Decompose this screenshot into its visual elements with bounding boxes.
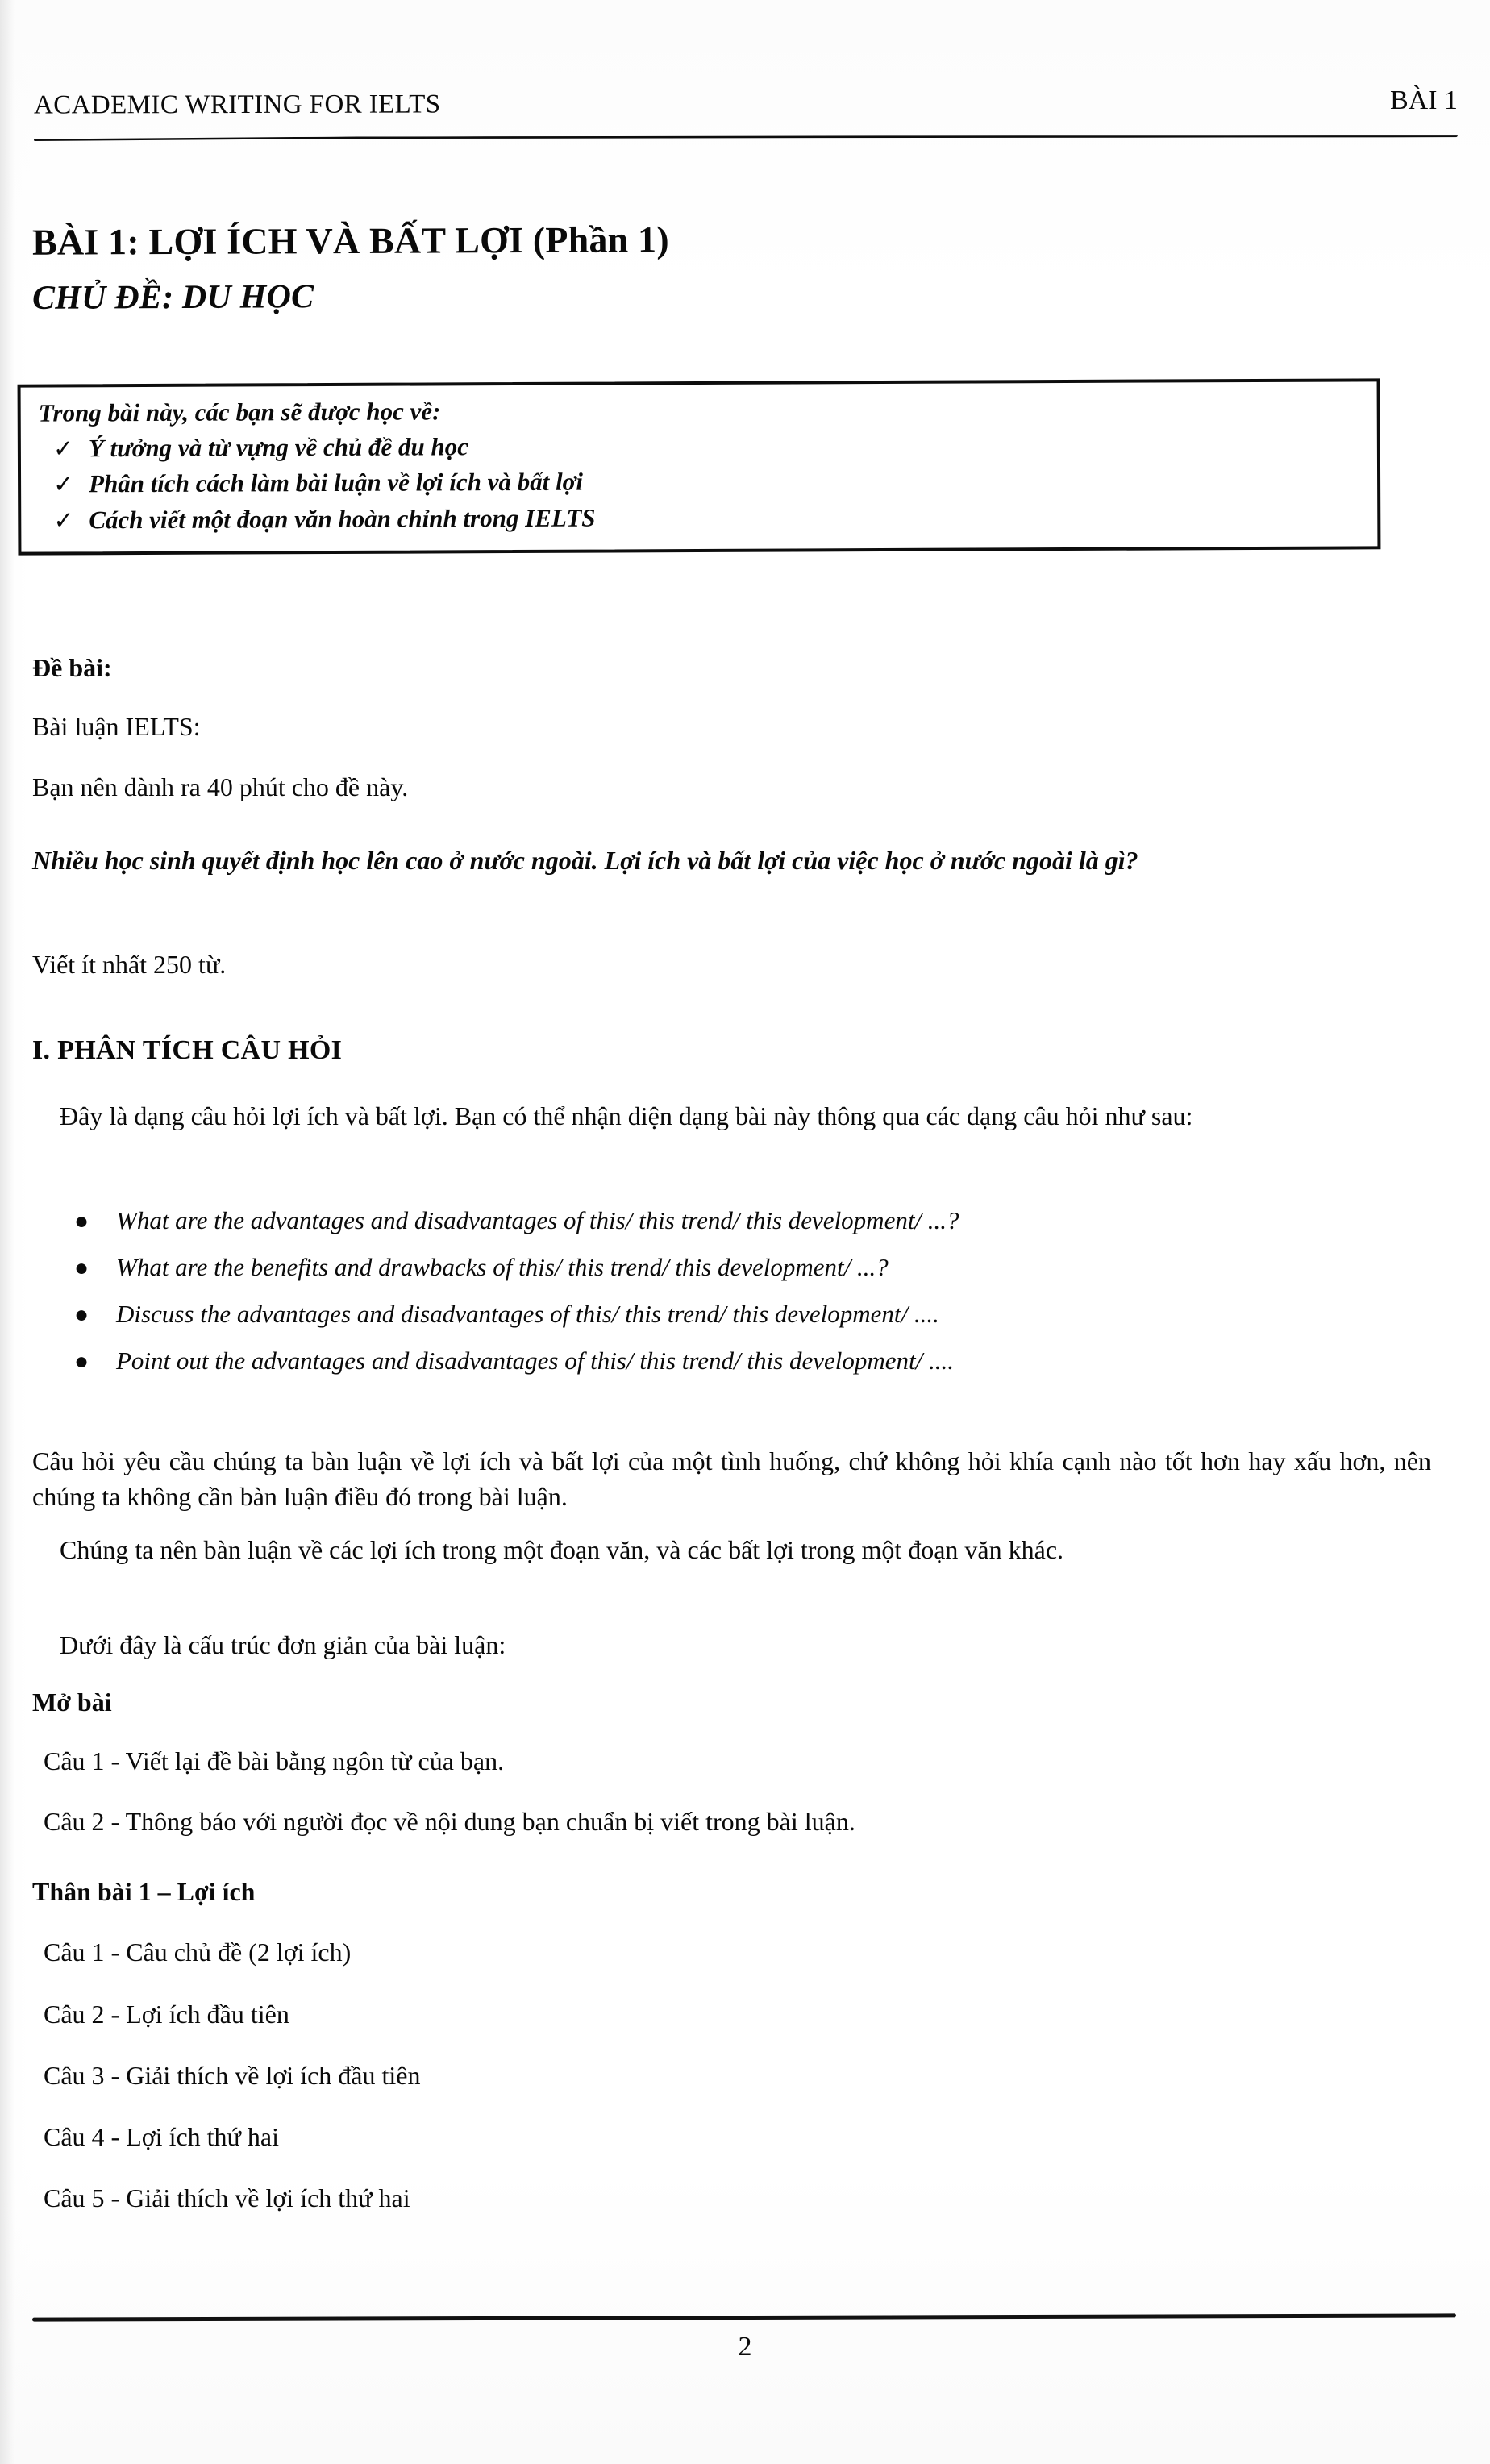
outline-heading-body: Thân bài 1 – Lợi ích bbox=[32, 1877, 256, 1906]
outline-line: Câu 3 - Giải thích về lợi ích đầu tiên bbox=[44, 2061, 421, 2090]
running-header bbox=[33, 85, 1458, 147]
question-form-text: What are the benefits and drawbacks of this/ this trend/ this development/ ...? bbox=[116, 1253, 889, 1281]
check-icon: ✓ bbox=[53, 507, 74, 535]
prompt-time-line: Bạn nên dành ra 40 phút cho đề này. bbox=[32, 772, 409, 801]
list-item bbox=[39, 497, 1369, 539]
check-icon: ✓ bbox=[53, 471, 74, 498]
analysis-paragraph-2: Chúng ta nên bàn luận về các lợi ích trong một đoạn văn, và các bất lợi trong một đoạn văn khác. bbox=[60, 1535, 1064, 1564]
list-item bbox=[74, 1301, 1445, 1327]
page-title: BÀI 1: LỢI ÍCH VÀ BẤT LỢI (Phần 1) bbox=[31, 219, 669, 263]
outline-line: Câu 1 - Câu chủ đề (2 lợi ích) bbox=[44, 1937, 352, 1967]
section-heading-analysis: I. PHÂN TÍCH CÂU HỎI bbox=[32, 1035, 343, 1065]
outline-line: Câu 4 - Lợi ích thứ hai bbox=[44, 2122, 279, 2151]
list-item bbox=[74, 1255, 1445, 1280]
objectives-list bbox=[39, 425, 1370, 539]
outline-line: Câu 5 - Giải thích về lợi ích thứ hai bbox=[44, 2183, 410, 2212]
check-icon: ✓ bbox=[52, 435, 74, 463]
question-forms-list bbox=[74, 1208, 1445, 1395]
analysis-paragraph-1: Câu hỏi yêu cầu chúng ta bàn luận về lợi ích và bất lợi của một tình huống, chứ không hỏi khía cạnh nào tốt hơn hay xấu hơn, nên chúng ta không cần bàn luận điều đó trong bài luận. bbox=[32, 1446, 1431, 1512]
essay-question: Nhiều học sinh quyết định học lên cao ở nước ngoài. Lợi ích và bất lợi của việc học ở nước ngoài là gì? bbox=[32, 846, 1138, 875]
outline-line: Câu 2 - Lợi ích đầu tiên bbox=[44, 2000, 289, 2029]
question-form-text: What are the advantages and disadvantages of this/ this trend/ this development/ ...? bbox=[116, 1206, 959, 1234]
question-form-text: Point out the advantages and disadvantages of this/ this trend/ this development/ .... bbox=[116, 1346, 954, 1375]
page-subtitle: CHỦ ĐỀ: DU HỌC bbox=[31, 278, 314, 317]
objective-text: Phân tích cách làm bài luận về lợi ích và bất lợi bbox=[89, 467, 583, 498]
list-item bbox=[74, 1348, 1445, 1374]
book-title: ACADEMIC WRITING FOR IELTS bbox=[33, 89, 441, 120]
outline-line: Câu 2 - Thông báo với người đọc về nội dung bạn chuẩn bị viết trong bài luận. bbox=[44, 1807, 855, 1836]
objective-text: Ý tưởng và từ vựng về chủ đề du học bbox=[88, 431, 468, 462]
list-item bbox=[39, 461, 1369, 503]
list-item bbox=[39, 425, 1369, 467]
bullet-icon: ● bbox=[74, 1348, 89, 1375]
bullet-icon: ● bbox=[74, 1301, 89, 1328]
outline-heading-intro: Mở bài bbox=[32, 1688, 112, 1717]
analysis-intro: Đây là dạng câu hỏi lợi ích và bất lợi. Bạn có thể nhận diện dạng bài này thông qua các dạng câu hỏi như sau: bbox=[60, 1101, 1193, 1130]
objectives-box bbox=[18, 378, 1381, 555]
bullet-icon: ● bbox=[74, 1255, 89, 1281]
outline-line: Câu 1 - Viết lại đề bài bằng ngôn từ của bạn. bbox=[44, 1746, 505, 1775]
footer-divider bbox=[32, 2313, 1456, 2321]
lesson-label: BÀI 1 bbox=[1389, 85, 1458, 115]
analysis-paragraph-3: Dưới đây là cấu trúc đơn giản của bài luận: bbox=[60, 1630, 506, 1659]
list-item bbox=[74, 1208, 1445, 1234]
objective-text: Cách viết một đoạn văn hoàn chỉnh trong IELTS bbox=[89, 503, 596, 535]
prompt-essay-line: Bài luận IELTS: bbox=[32, 712, 201, 741]
question-form-text: Discuss the advantages and disadvantages of this/ this trend/ this development/ .... bbox=[116, 1300, 939, 1328]
header-divider bbox=[34, 133, 1458, 142]
objectives-lead: Trong bài này, các bạn sẽ được học về: bbox=[38, 397, 441, 427]
page-number: 2 bbox=[738, 2332, 752, 2362]
bullet-icon: ● bbox=[74, 1208, 89, 1234]
prompt-heading: Đề bài: bbox=[32, 653, 112, 682]
prompt-word-count: Viết ít nhất 250 từ. bbox=[32, 950, 227, 979]
